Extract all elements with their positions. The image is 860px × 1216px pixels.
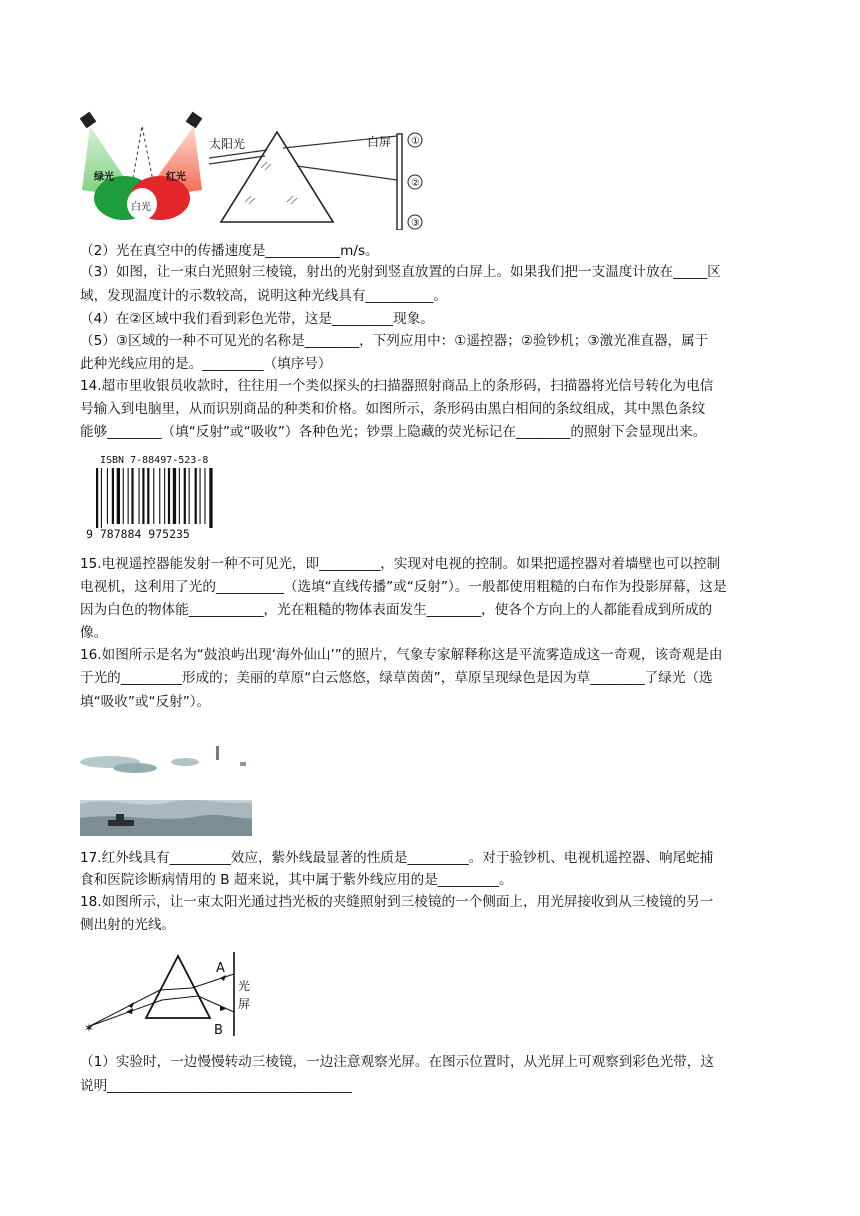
green-lamp-icon (80, 112, 96, 129)
q14-line1: 14.超市里收银员收款时，往往用一个类似探头的扫描器照射商品上的条形码，扫描器将光信号转化为电信 (80, 378, 714, 394)
barcode-bar (159, 468, 160, 524)
barcode-bar (164, 468, 165, 524)
barcode-bar (117, 468, 120, 524)
barcode-figure (80, 452, 235, 540)
white-screen-label: 白屏 (367, 135, 392, 149)
barcode-digits: 9 787884 975235 (86, 527, 190, 540)
barcode-bar (131, 468, 133, 524)
sunlight-label: 太阳光 (209, 137, 246, 151)
barcode-bar (179, 468, 180, 524)
barcode-bar (204, 468, 205, 524)
q18-line1: 18.如图所示，让一束太阳光通过挡光板的夹缝照射到三棱镜的一个侧面上，用光屏接收到从三棱镜的另一 (80, 894, 714, 910)
white-light-label: 白光 (131, 202, 151, 213)
q15-line2: 电视机，这利用了光的__________（选填“直线传播”或“反射”）。一般都使用粗糙的白布作为投影屏幕，这是 (80, 579, 727, 595)
q14-line2: 号输入到电脑里，从而识别商品的种类和价格。如图所示，条形码由黑白相间的条纹组成，其中黑色条纹 (80, 401, 706, 417)
q13-part2: （2）光在真空中的传播速度是___________m/s。 (80, 243, 379, 259)
barcode-bar (184, 468, 186, 524)
color-mixing-figure (80, 110, 205, 228)
barcode-bar (112, 468, 114, 524)
q13-part4: （4）在②区域中我们看到彩色光带，这是_________现象。 (80, 311, 434, 327)
screen-label-char1: 光 (238, 979, 251, 993)
barcode-bars (96, 468, 213, 528)
green-light-label: 绿光 (94, 172, 114, 183)
barcode-bar (107, 468, 108, 524)
q15-line4: 像。 (80, 625, 108, 641)
q17-line2: 食和医院诊断病情用的 B 超来说，其中属于紫外线应用的是_________。 (80, 872, 513, 888)
light-source-icon: ✶ (84, 1021, 95, 1035)
barcode-bar (123, 468, 124, 524)
q13-part3-line1: （3）如图，让一束白光照射三棱镜，射出的光射到竖直放置的白屏上。如果我们把一支温度计放在_____区 (80, 264, 721, 280)
barcode-bar (173, 468, 176, 524)
isbn-text: ISBN 7-88497-523-8 (100, 455, 209, 466)
screen-label-char2: 屏 (238, 997, 251, 1011)
red-light-label: 红光 (166, 172, 186, 183)
region-3-label: ③ (411, 218, 420, 229)
barcode-bar (142, 468, 144, 524)
barcode-bar (153, 468, 154, 524)
q16-line3: 填“吸收”或“反射”）。 (80, 694, 211, 710)
prism-screen-figure (205, 126, 435, 230)
q18-line2: 侧出射的光线。 (80, 917, 176, 933)
prism-triangle (146, 956, 210, 1018)
q13-part5-line1: （5）③区域的一种不可见光的名称是________，下列应用中：①遥控器；②验钞机；③激光准直器，属于 (80, 333, 709, 349)
prism-experiment-figure (80, 950, 255, 1040)
barcode-bar (147, 468, 149, 524)
barcode-bar (189, 468, 190, 524)
red-lamp-icon (186, 112, 203, 129)
q18-part1-line2: 说明____________________________________ (80, 1078, 352, 1094)
point-a-label: A (216, 961, 225, 976)
q16-line1: 16.如图所示是名为“鼓浪屿出现‘海外仙山’”的照片，气象专家解释称这是平流雾造成这一奇观，该奇观是由 (80, 647, 723, 663)
q18-part1-line1: （1）实验时，一边慢慢转动三棱镜，一边注意观察光屏。在图示位置时，从光屏上可观察到彩色光带，这 (80, 1054, 714, 1070)
region-2-label: ② (411, 178, 420, 189)
barcode-bar (200, 468, 201, 524)
barcode-bar (139, 468, 140, 524)
barcode-bar (168, 468, 170, 524)
barcode-bar (195, 468, 197, 524)
barcode-bar (128, 468, 129, 524)
barcode-bar (101, 468, 102, 528)
barcode-bar (209, 468, 212, 528)
white-screen (397, 134, 402, 230)
q13-part5-line2: 此种光线应用的是。_________（填序号） (80, 356, 332, 372)
barcode-bar (96, 468, 98, 528)
point-b-label: B (214, 1023, 223, 1038)
sea-fog-photo (80, 740, 252, 836)
q15-line1: 15.电视遥控器能发射一种不可见光，即_________，实现对电视的控制。如果把遥控器对着墙壁也可以控制 (80, 556, 721, 572)
q16-line2: 于光的_________形成的；美丽的草原“白云悠悠，绿草茵茵”，草原呈现绿色是因为草________了绿光（选 (80, 670, 713, 686)
q14-line3: 能够________（填“反射”或“吸收”）各种色光；钞票上隐藏的荧光标记在________的照射下会显现出来。 (80, 424, 707, 440)
q15-line3: 因为白色的物体能___________，光在粗糙的物体表面发生________，使各个方向上的人都能看成到所成的 (80, 602, 713, 618)
q17-line1: 17.红外线具有_________效应，紫外线最显著的性质是_________。对于验钞机、电视机遥控器、响尾蛇捕 (80, 850, 714, 866)
region-1-label: ① (411, 136, 420, 147)
boat-icon (108, 820, 134, 826)
q13-part3-line2: 域，发现温度计的示数较高，说明这种光线具有__________。 (80, 288, 448, 304)
